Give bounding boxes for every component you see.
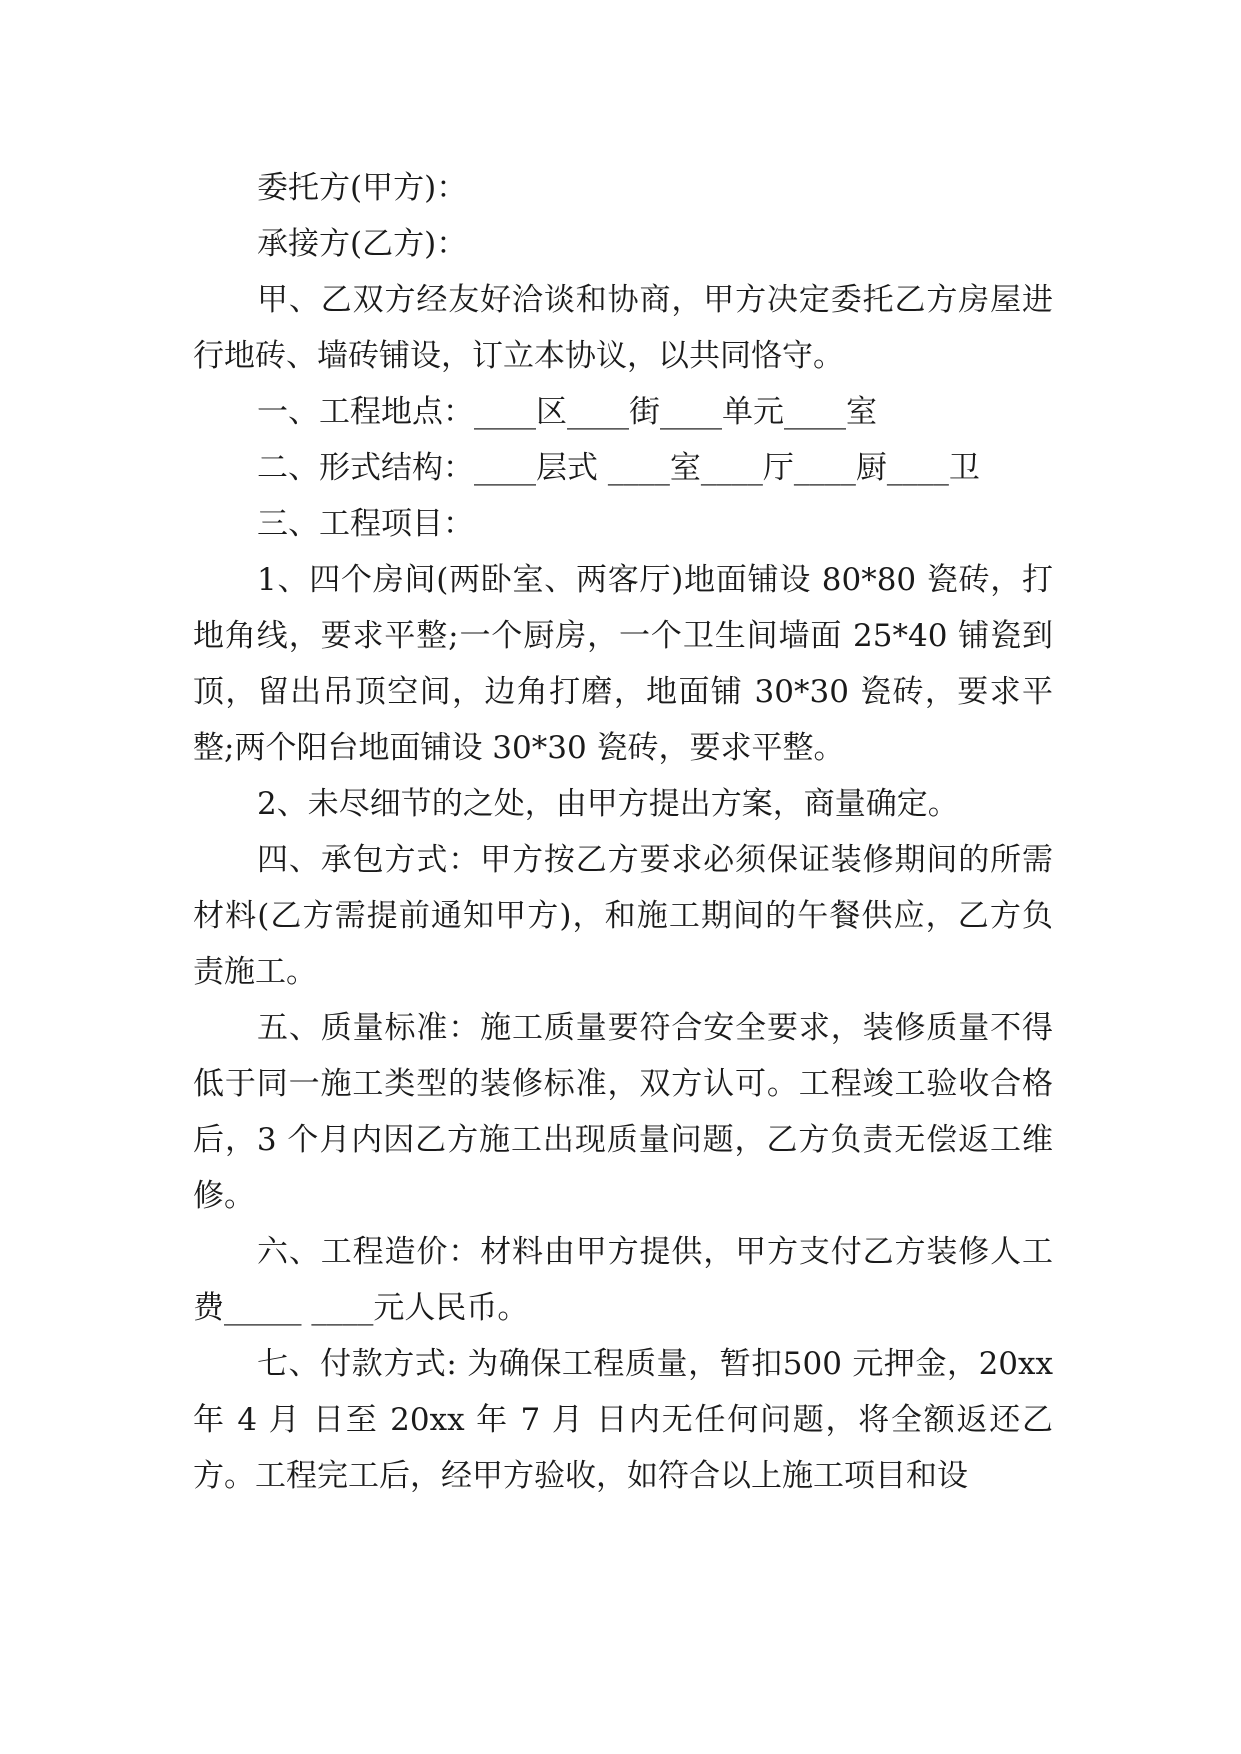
project-location-line: 一、工程地点：____区____街____单元____室 (257, 394, 877, 430)
party-a-line: 委托方(甲方)： (257, 170, 468, 206)
quality-standard-paragraph: 五、质量标准：施工质量要符合安全要求，装修质量不得低于同一施工类型的装修标准，双方认可。工程竣工验收合格后，3 个月内因乙方施工出现质量问题，乙方负责无偿返工维修。 (193, 1010, 1053, 1214)
structure-line: 二、形式结构：____层式 ____室____厅____厨____卫 (257, 450, 980, 486)
contract-method-paragraph: 四、承包方式：甲方按乙方要求必须保证装修期间的所需材料(乙方需提前通知甲方)，和施工期间的午餐供应，乙方负责施工。 (193, 842, 1053, 990)
project-item-1: 1、四个房间(两卧室、两客厅)地面铺设 80*80 瓷砖，打地角线，要求平整;一个厨房，一个卫生间墙面 25*40 铺瓷到顶，留出吊顶空间，边角打磨，地面铺 30*30 瓷砖，要求平整;两个阳台地面铺设 30*30 瓷砖，要求平整。 (193, 562, 1053, 766)
project-items-heading: 三、工程项目： (257, 506, 474, 542)
payment-method-paragraph: 七、付款方式: 为确保工程质量，暂扣500 元押金，20xx 年 4 月 日至 20xx 年 7 月 日内无任何问题，将全额返还乙方。工程完工后，经甲方验收，如符合以上施工项目和设 (193, 1346, 1063, 1494)
project-cost-paragraph: 六、工程造价：材料由甲方提供，甲方支付乙方装修人工费_____ ____元人民币。 (193, 1234, 1053, 1326)
intro-paragraph: 甲、乙双方经友好洽谈和协商，甲方决定委托乙方房屋进行地砖、墙砖铺设，订立本协议，以共同恪守。 (193, 282, 1053, 374)
party-b-line: 承接方(乙方)： (257, 226, 468, 262)
document-page (193, 160, 1063, 1504)
project-item-2: 2、未尽细节的之处，由甲方提出方案，商量确定。 (257, 786, 959, 822)
